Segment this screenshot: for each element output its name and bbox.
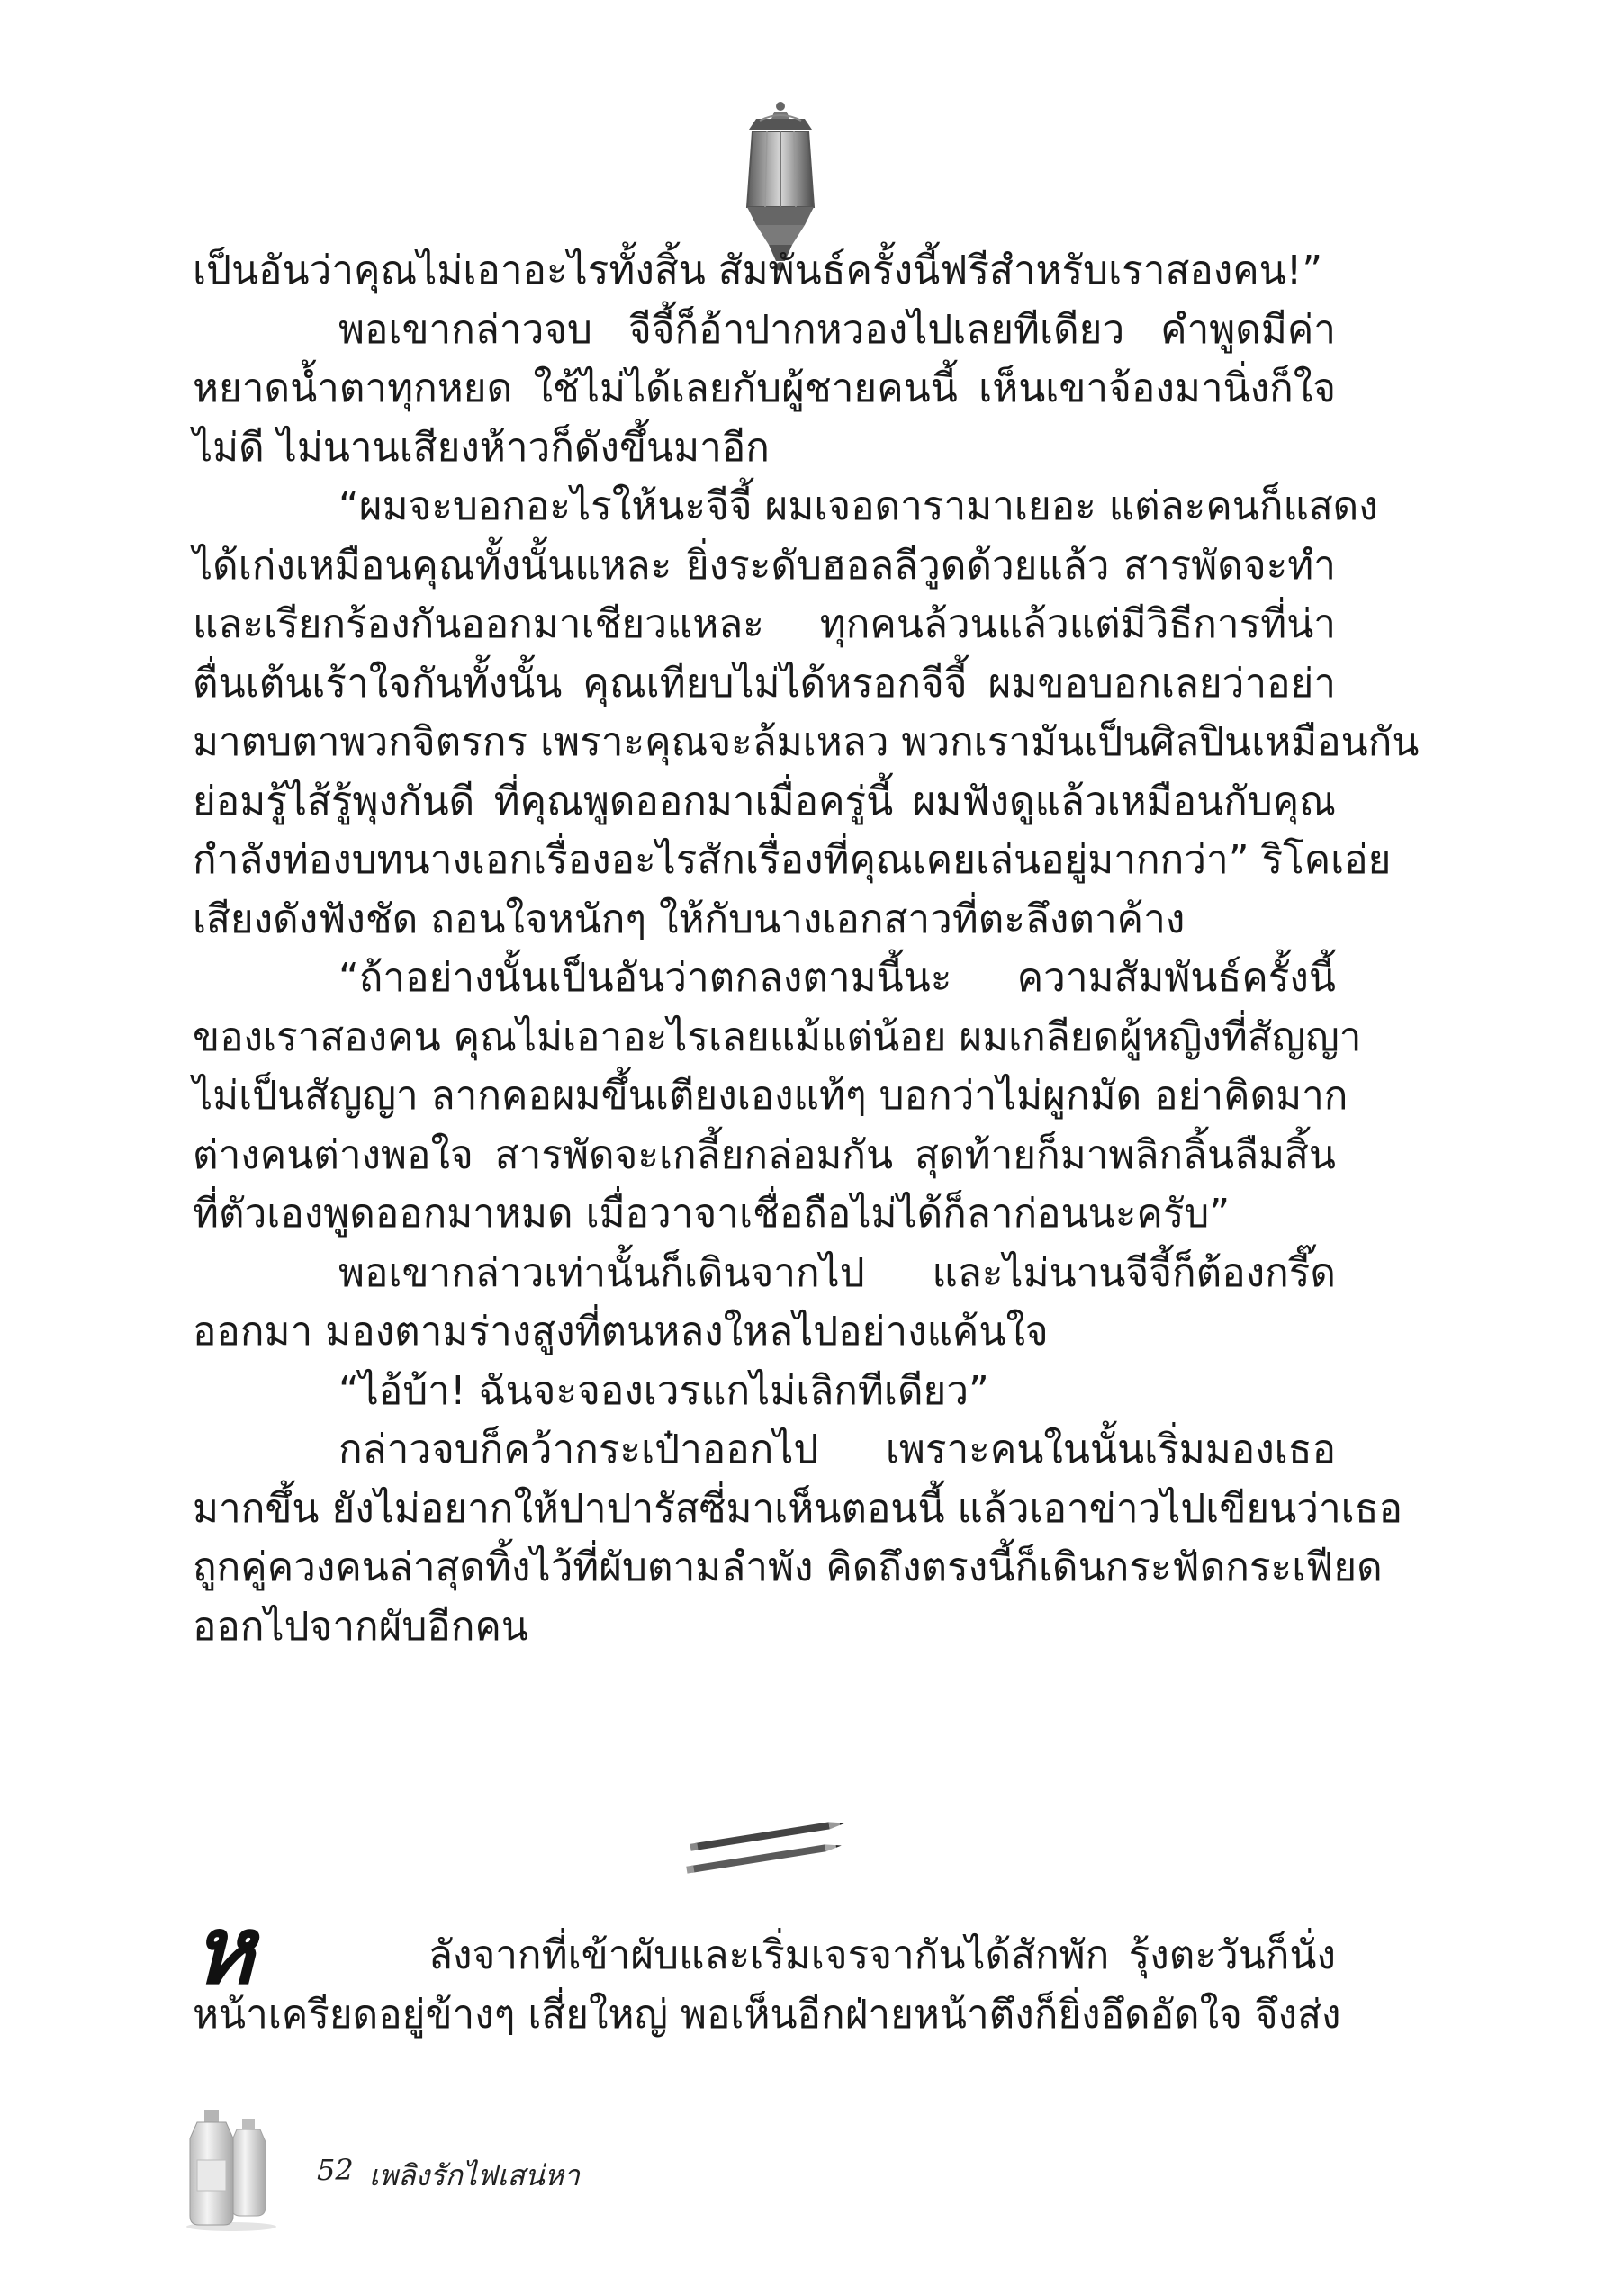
text-line: หยาดน้ำตาทุกหยด ใช้ไม่ได้เลยกับผู้ชายคนนี้ เห็นเขาจ้องมานิ่งก็ใจ [193,365,1336,411]
text-line: ถูกคู่ควงคนล่าสุดทิ้งไว้ที่ผับตามลำพัง คิดถึงตรงนี้ก็เดินกระฟัดกระเฟียด [193,1544,1383,1590]
bottles-icon [185,2106,284,2232]
text-line: มาตบตาพวกจิตรกร เพราะคุณจะล้มเหลว พวกเรามันเป็นศิลปินเหมือนกัน [193,719,1420,765]
text-line: เสียงดังฟังชัด ถอนใจหนักๆ ให้กับนางเอกสาวที่ตะลึงตาค้าง [193,896,1186,942]
text-line: ลังจากที่เข้าผับและเริ่มเจรจากันได้สักพัก รุ้งตะวันก็นั่ง [428,1932,1336,1978]
text-line: มากขึ้น ยังไม่อยากให้ปาปารัสซี่มาเห็นตอนนี้ แล้วเอาข่าวไปเขียนว่าเธอ [193,1485,1402,1532]
text-line: ตื่นเต้นเร้าใจกันทั้งนั้น คุณเทียบไม่ได้หรอกจีจี้ ผมขอบอกเลยว่าอย่า [193,660,1336,707]
page-number: 52 [317,2153,354,2187]
text-line: พอเขากล่าวเท่านั้นก็เดินจากไป และไม่นานจีจี้ก็ต้องกรี๊ด [338,1249,1336,1296]
text-line: ของเราสองคน คุณไม่เอาอะไรเลยแม้แต่น้อย ผมเกลียดผู้หญิงที่สัญญา [193,1013,1362,1060]
text-line: หน้าเครียดอยู่ข้างๆ เสี่ยใหญ่ พอเห็นอีกฝ่ายหน้าตึงก็ยิ่งอึดอัดใจ จึงส่ง [193,1991,1341,2038]
book-title: เพลิงรักไฟเสน่หา [369,2158,580,2192]
text-line: ย่อมรู้ไส้รู้พุงกันดี ที่คุณพูดออกมาเมื่อครู่นี้ ผมฟังดูแล้วเหมือนกับคุณ [193,778,1336,824]
section-2 [193,1895,1341,2038]
text-line: และเรียกร้องกันออกมาเชียวแหละ ทุกคนล้วนแล้วแต่มีวิธีการที่น่า [193,601,1336,647]
text-line: ที่ตัวเองพูดออกมาหมด เมื่อวาจาเชื่อถือไม่ได้ก็ลาก่อนนะครับ” [193,1191,1231,1237]
text-line: ไม่ดี ไม่นานเสียงห้าวก็ดังขึ้นมาอีก [193,424,770,471]
pencils-icon [684,1814,855,1881]
text-line: เป็นอันว่าคุณไม่เอาอะไรทั้งสิ้น สัมพันธ์ครั้งนี้ฟรีสำหรับเราสองคน!” [193,248,1323,293]
text-line: ออกมา มองตามร่างสูงที่ตนหลงใหลไปอย่างแค้นใจ [193,1309,1049,1355]
text-line: กล่าวจบก็คว้ากระเป๋าออกไป เพราะคนในนั้นเริ่มมองเธอ [338,1427,1336,1472]
drop-cap: ห [193,1895,255,2005]
text-line: ไม่เป็นสัญญา ลากคอผมขึ้นเตียงเองแท้ๆ บอกว่าไม่ผูกมัด อย่าคิดมาก [193,1073,1348,1119]
text-line: พอเขากล่าวจบ จีจี้ก็อ้าปากหวองไปเลยทีเดียว คำพูดมีค่า [338,306,1336,353]
text-line: “ถ้าอย่างนั้นเป็นอันว่าตกลงตามนี้นะ ความสัมพันธ์ครั้งนี้ [338,955,1336,1001]
text-line: “ไอ้บ้า! ฉันจะจองเวรแกไม่เลิกทีเดียว” [338,1367,989,1414]
text-line: ออกไปจากผับอีกคน [193,1603,528,1650]
text-line: ได้เก่งเหมือนคุณทั้งนั้นแหละ ยิ่งระดับฮอลลีวูดด้วยแล้ว สารพัดจะทำ [193,542,1336,589]
text-line: กำลังท่องบทนางเอกเรื่องอะไรสักเรื่องที่คุณเคยเล่นอยู่มากกว่า” ริโคเอ่ย [193,837,1392,883]
body-text [193,241,1420,1656]
text-line: “ผมจะบอกอะไรให้นะจีจี้ ผมเจอดารามาเยอะ แต่ละคนก็แสดง [338,483,1378,529]
text-line: ต่างคนต่างพอใจ สารพัดจะเกลี้ยกล่อมกัน สุดท้ายก็มาพลิกลิ้นลืมสิ้น [193,1131,1336,1178]
